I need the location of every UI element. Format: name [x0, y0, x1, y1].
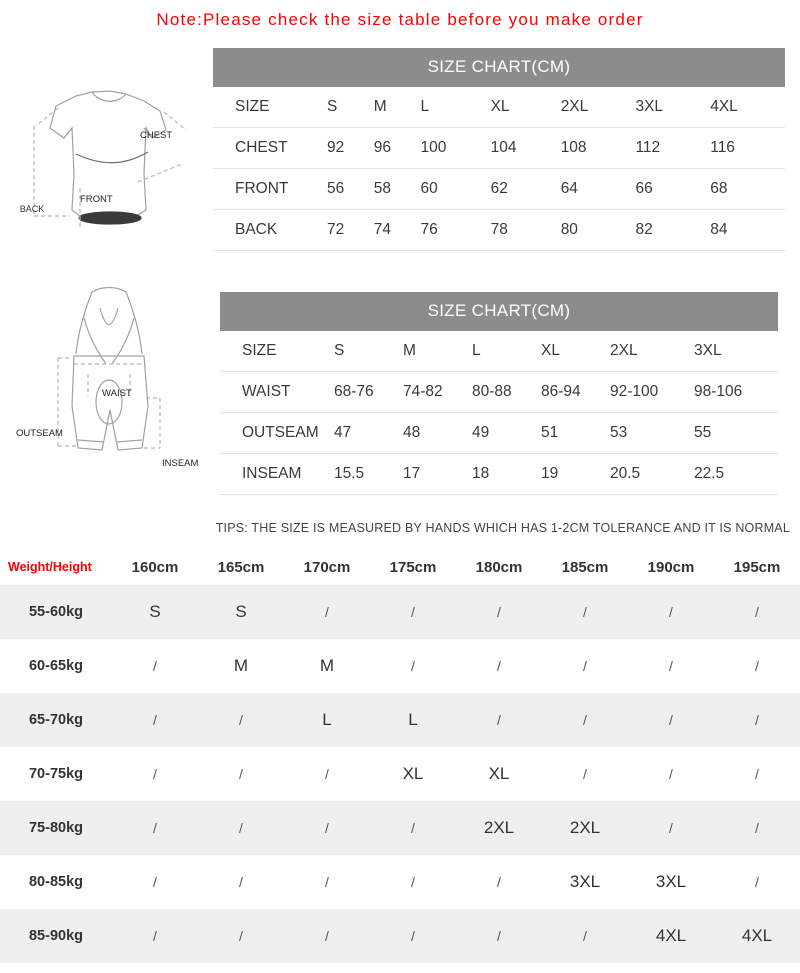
chart1-row-2-v5: 82	[635, 210, 710, 251]
chart1-col-7: 4XL	[710, 87, 785, 128]
chart2-row-2-v0: 15.5	[334, 454, 403, 495]
page-note: Note:Please check the size table before you make order	[156, 10, 644, 29]
chart1-row-2-v1: 74	[374, 210, 421, 251]
table-row	[0, 909, 800, 963]
table-row	[213, 210, 785, 251]
weight-row-6-c1: /	[198, 909, 284, 963]
jersey-label-chest: CHEST	[140, 130, 173, 141]
table-row	[220, 454, 778, 495]
chart2-col-2: M	[403, 331, 472, 372]
weight-row-5-c5: 3XL	[569, 872, 601, 891]
weight-row-2-c2: L	[284, 693, 370, 747]
weight-row-4-c3: /	[370, 801, 456, 855]
chart1-table	[213, 87, 785, 251]
chart2-row-1-v2: 49	[472, 413, 541, 454]
weight-row-4-label: 75-80kg	[0, 801, 112, 855]
weight-row-3-c7: /	[755, 766, 759, 782]
height-col-195: 195cm	[733, 558, 781, 576]
table-row	[0, 801, 800, 855]
weight-row-6-c4: /	[456, 909, 542, 963]
chart1-col-5: 2XL	[561, 87, 636, 128]
table-row	[0, 747, 800, 801]
weight-row-2-c6: /	[628, 693, 714, 747]
chart2-row-0-v1: 74-82	[403, 372, 472, 413]
table-row	[0, 639, 800, 693]
weight-row-3-label: 70-75kg	[28, 766, 83, 782]
weight-row-0-c6: /	[628, 585, 714, 639]
table-row	[220, 372, 778, 413]
chart2-row-1-v3: 51	[541, 413, 610, 454]
chart1-row-0-v6: 116	[710, 128, 785, 169]
jersey-label-back: BACK	[19, 204, 45, 214]
chart1-row-0-v3: 104	[491, 128, 561, 169]
weight-row-3-c2: /	[325, 766, 329, 782]
chart2-title: SIZE CHART(CM)	[220, 292, 778, 331]
chart2-col-3: L	[472, 331, 541, 372]
weight-row-4-c6: /	[628, 801, 714, 855]
chart2-row-2-v4: 20.5	[610, 454, 694, 495]
weight-row-1-c3: /	[411, 658, 415, 674]
chart2-row-0-label: WAIST	[220, 372, 334, 413]
height-col-170: 170cm	[303, 558, 351, 576]
weight-row-2-c1: /	[198, 693, 284, 747]
chart2-row-0-v4: 92-100	[610, 372, 694, 413]
weight-row-3-c0: /	[153, 766, 157, 782]
weight-row-4-c4: 2XL	[456, 801, 542, 855]
chart1-title: SIZE CHART(CM)	[213, 48, 785, 87]
table-row	[0, 585, 800, 639]
chart1-row-1-v2: 60	[420, 169, 490, 210]
chart1-row-2-label: BACK	[213, 210, 327, 251]
weight-row-1-c6: /	[669, 658, 673, 674]
chart1-row-2-v3: 78	[491, 210, 561, 251]
weight-height-table	[0, 549, 800, 963]
chart1-row-0-v0: 92	[327, 128, 374, 169]
chart2-table	[220, 331, 778, 495]
table-row	[220, 413, 778, 454]
chart2-row-2-v3: 19	[541, 454, 610, 495]
chart1-row-0-v1: 96	[374, 128, 421, 169]
size-chart-bib	[220, 292, 778, 495]
height-col-160: 160cm	[131, 558, 179, 576]
bib-shorts-measurement-diagram	[14, 278, 214, 508]
chart1-row-2-v2: 76	[420, 210, 490, 251]
chart1-row-0-v5: 112	[635, 128, 710, 169]
chart2-row-1-label: OUTSEAM	[220, 413, 334, 454]
weight-row-6-c5: /	[542, 909, 628, 963]
size-chart-jersey	[213, 48, 785, 251]
chart1-row-1-v4: 64	[561, 169, 636, 210]
weight-row-1-c1: M	[233, 656, 249, 675]
height-col-165: 165cm	[217, 558, 265, 576]
chart2-col-1: S	[334, 331, 403, 372]
chart1-row-1-v3: 62	[491, 169, 561, 210]
weight-row-6-c2: /	[284, 909, 370, 963]
weight-row-6-c6: 4XL	[628, 909, 714, 963]
weight-row-0-c0: S	[112, 585, 198, 639]
weight-row-3-c6: /	[669, 766, 673, 782]
table-row-header	[220, 331, 778, 372]
chart2-row-1-v1: 48	[403, 413, 472, 454]
weight-row-0-c1: S	[198, 585, 284, 639]
chart2-row-1-v4: 53	[610, 413, 694, 454]
weight-row-1-c4: /	[497, 658, 501, 674]
table-row	[0, 693, 800, 747]
weight-row-6-label: 85-90kg	[0, 909, 112, 963]
weight-row-3-c5: /	[583, 766, 587, 782]
weight-row-0-c4: /	[456, 585, 542, 639]
chart1-col-3: L	[420, 87, 490, 128]
weight-row-3-c4: XL	[488, 764, 510, 783]
weight-row-5-c2: /	[325, 874, 329, 890]
chart1-col-4: XL	[491, 87, 561, 128]
table-row-header	[0, 549, 800, 585]
chart1-row-0-v2: 100	[420, 128, 490, 169]
chart2-row-2-v1: 17	[403, 454, 472, 495]
weight-row-1-c0: /	[153, 658, 157, 674]
bib-label-waist: WAIST	[102, 388, 132, 399]
weight-row-5-c0: /	[153, 874, 157, 890]
weight-row-4-c7: /	[714, 801, 800, 855]
chart1-row-2-v4: 80	[561, 210, 636, 251]
chart1-col-2: M	[374, 87, 421, 128]
weight-row-1-c2: M	[319, 656, 335, 675]
weight-row-2-c7: /	[714, 693, 800, 747]
chart1-row-1-v1: 58	[374, 169, 421, 210]
weight-row-4-c2: /	[284, 801, 370, 855]
chart1-col-6: 3XL	[635, 87, 710, 128]
jersey-label-front: FRONT	[80, 194, 113, 205]
weight-row-1-c7: /	[755, 658, 759, 674]
weight-row-0-c3: /	[370, 585, 456, 639]
weight-row-5-label: 80-85kg	[28, 874, 83, 890]
chart1-row-1-label: FRONT	[213, 169, 327, 210]
weight-row-2-label: 65-70kg	[0, 693, 112, 747]
height-col-180: 180cm	[475, 558, 523, 576]
chart2-row-1-v5: 55	[694, 413, 778, 454]
table-row	[213, 128, 785, 169]
chart1-col-1: S	[327, 87, 374, 128]
weight-row-5-c4: /	[497, 874, 501, 890]
size-tolerance-tips: TIPS: THE SIZE IS MEASURED BY HANDS WHICH HAS 1-2CM TOLERANCE AND IT IS NORMAL	[215, 521, 790, 535]
chart2-row-0-v5: 98-106	[694, 372, 778, 413]
weight-row-0-c5: /	[542, 585, 628, 639]
chart1-row-0-v4: 108	[561, 128, 636, 169]
table-row	[213, 169, 785, 210]
bib-label-outseam: OUTSEAM	[16, 428, 63, 439]
weight-row-6-c3: /	[370, 909, 456, 963]
weight-row-6-c0: /	[112, 909, 198, 963]
table-row	[0, 855, 800, 909]
chart1-col-0: SIZE	[213, 87, 327, 128]
weight-height-matrix	[0, 549, 800, 963]
weight-row-2-c3: L	[370, 693, 456, 747]
weight-row-5-c3: /	[411, 874, 415, 890]
chart1-row-1-v0: 56	[327, 169, 374, 210]
weight-row-4-c5: 2XL	[542, 801, 628, 855]
chart1-row-1-v6: 68	[710, 169, 785, 210]
weight-row-2-c4: /	[456, 693, 542, 747]
chart2-row-2-label: INSEAM	[220, 454, 334, 495]
weight-row-3-c1: /	[239, 766, 243, 782]
weight-row-0-label: 55-60kg	[0, 585, 112, 639]
chart2-col-0: SIZE	[220, 331, 334, 372]
chart2-row-0-v0: 68-76	[334, 372, 403, 413]
chart2-col-5: 2XL	[610, 331, 694, 372]
bib-label-inseam: INSEAM	[162, 458, 199, 469]
chart1-row-0-label: CHEST	[213, 128, 327, 169]
chart2-row-2-v2: 18	[472, 454, 541, 495]
height-col-190: 190cm	[647, 558, 695, 576]
weight-row-1-c5: /	[583, 658, 587, 674]
weight-row-5-c7: /	[755, 874, 759, 890]
table-row-header	[213, 87, 785, 128]
weight-row-5-c6: 3XL	[655, 872, 687, 891]
weight-row-6-c7: 4XL	[714, 909, 800, 963]
height-col-185: 185cm	[561, 558, 609, 576]
chart2-row-0-v2: 80-88	[472, 372, 541, 413]
weight-row-4-c0: /	[112, 801, 198, 855]
weight-row-0-c7: /	[714, 585, 800, 639]
jersey-measurement-diagram	[14, 78, 209, 253]
chart2-col-6: 3XL	[694, 331, 778, 372]
weight-row-2-c0: /	[112, 693, 198, 747]
weight-row-0-c2: /	[284, 585, 370, 639]
chart2-col-4: XL	[541, 331, 610, 372]
weight-height-corner-label: Weight/Height	[8, 560, 92, 574]
weight-row-1-label: 60-65kg	[28, 658, 83, 674]
chart1-row-2-v0: 72	[327, 210, 374, 251]
chart2-row-0-v3: 86-94	[541, 372, 610, 413]
height-col-175: 175cm	[389, 558, 437, 576]
weight-row-2-c5: /	[542, 693, 628, 747]
chart1-row-2-v6: 84	[710, 210, 785, 251]
chart2-row-2-v5: 22.5	[694, 454, 778, 495]
weight-row-5-c1: /	[239, 874, 243, 890]
chart2-row-1-v0: 47	[334, 413, 403, 454]
weight-row-4-c1: /	[198, 801, 284, 855]
chart1-row-1-v5: 66	[635, 169, 710, 210]
weight-row-3-c3: XL	[402, 764, 424, 783]
